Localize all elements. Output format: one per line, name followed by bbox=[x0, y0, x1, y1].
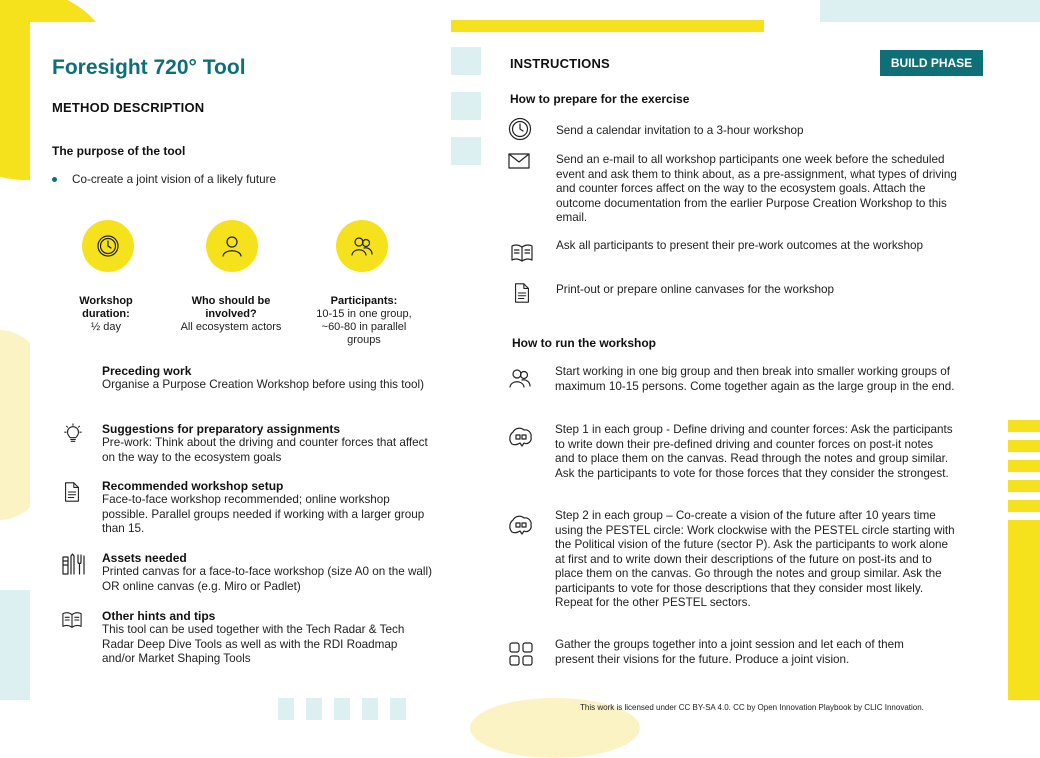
section-setup: Recommended workshop setup Face-to-face workshop recommended; online workshop possible. Parallel groups needed if working with a larger group than 15. bbox=[102, 479, 425, 535]
prepare-item-4: Print-out or prepare online canvases for the workshop bbox=[556, 283, 835, 296]
build-phase-badge: BUILD PHASE bbox=[880, 50, 983, 76]
license-text: This work is licensed under CC BY-SA 4.0. CC by Open Innovation Playbook by CLIC Innovation. bbox=[580, 703, 924, 712]
clock-icon bbox=[508, 117, 532, 146]
tools-icon bbox=[61, 553, 87, 582]
deco-yellow-stripes bbox=[1008, 420, 1040, 700]
person-icon bbox=[206, 220, 258, 272]
deco-top-bar bbox=[451, 20, 764, 32]
lightbulb-icon bbox=[62, 423, 84, 450]
stat-duration: Workshop duration: ½ day bbox=[79, 295, 133, 333]
book-icon bbox=[61, 610, 83, 635]
purpose-heading: The purpose of the tool bbox=[52, 144, 186, 158]
prepare-item-2: Send an e-mail to all workshop participants one week before the scheduled event and ask them to think about, as a pre-assignment, what types of driving and counter forces affect on the way to the ecosystem goals. Attach the outcome documentation from the earlier Purpose Creation Workshop to this email. bbox=[556, 153, 957, 224]
deco-cyan-triangle bbox=[0, 590, 30, 700]
grid-icon bbox=[509, 642, 533, 671]
deco-cyan-block bbox=[820, 0, 1040, 22]
run-item-1: Start working in one big group and then break into smaller working groups of maximum 10-15 persons. Come together again as the large group in the end. bbox=[555, 365, 955, 393]
section-hints: Other hints and tips This tool can be used together with the Tech Radar & Tech Radar Deep Dive Tools as well as with the RDI Roadmap and/or Market Shaping Tools bbox=[102, 609, 405, 665]
bullet-dot bbox=[52, 177, 57, 182]
section-preparatory: Suggestions for preparatory assignments Pre-work: Think about the driving and counter forces that affect on the way to the ecosystem goals bbox=[102, 422, 428, 464]
stat-participants: Participants: 10-15 in one group, ~60-80 in parallel groups bbox=[316, 295, 412, 346]
method-description-heading: METHOD DESCRIPTION bbox=[52, 100, 205, 115]
book-icon bbox=[510, 242, 534, 269]
run-item-4: Gather the groups together into a joint session and let each of them present their visions for the future. Produce a joint vision. bbox=[555, 638, 904, 666]
clock-icon bbox=[82, 220, 134, 272]
deco-cyan-square-1 bbox=[451, 47, 481, 75]
run-item-3: Step 2 in each group – Co-create a vision of the future after 10 years time using the PESTEL circle: Work clockwise with the PESTEL circle starting with the Political vision of the future (sector P). Ask the participants to work alone at first and to write down their descriptions of the future on post-its and to place them on the canvas. Go through the notes and group similar. Ask the participants to vote for those descriptions that they consider most likely. Repeat for the other PESTEL sectors. bbox=[555, 509, 955, 609]
instructions-heading: INSTRUCTIONS bbox=[510, 56, 610, 71]
prepare-item-3: Ask all participants to present their pre-work outcomes at the workshop bbox=[556, 239, 924, 252]
puzzle-heads-icon bbox=[508, 512, 534, 541]
prepare-heading: How to prepare for the exercise bbox=[510, 92, 690, 106]
document-icon bbox=[512, 282, 532, 309]
group-icon bbox=[508, 366, 532, 395]
puzzle-heads-icon bbox=[508, 424, 534, 453]
section-assets: Assets needed Printed canvas for a face-to-face workshop (size A0 on the wall) OR online canvas (e.g. Miro or Padlet) bbox=[102, 551, 433, 593]
purpose-bullet: Co-create a joint vision of a likely future bbox=[72, 173, 276, 186]
page-title: Foresight 720° Tool bbox=[52, 56, 246, 79]
envelope-icon bbox=[508, 153, 530, 174]
deco-cyan-square-3 bbox=[451, 137, 481, 165]
deco-cyan-bars bbox=[278, 698, 408, 720]
document-icon bbox=[62, 481, 82, 508]
stat-involved: Who should be involved? All ecosystem actors bbox=[180, 295, 282, 333]
prepare-item-1: Send a calendar invitation to a 3-hour workshop bbox=[556, 124, 804, 137]
run-item-2: Step 1 in each group - Define driving and counter forces: Ask the participants to write down their pre-defined driving and counter forces on post-it notes and to place them on the canvas. Read through the notes and group similar. Ask the participants to vote for those forces that they consider the strongest. bbox=[555, 423, 953, 480]
deco-cyan-square-2 bbox=[451, 92, 481, 120]
section-preceding-work: Preceding work Organise a Purpose Creation Workshop before using this tool) bbox=[102, 364, 425, 391]
run-heading: How to run the workshop bbox=[512, 336, 656, 350]
group-icon bbox=[336, 220, 388, 272]
